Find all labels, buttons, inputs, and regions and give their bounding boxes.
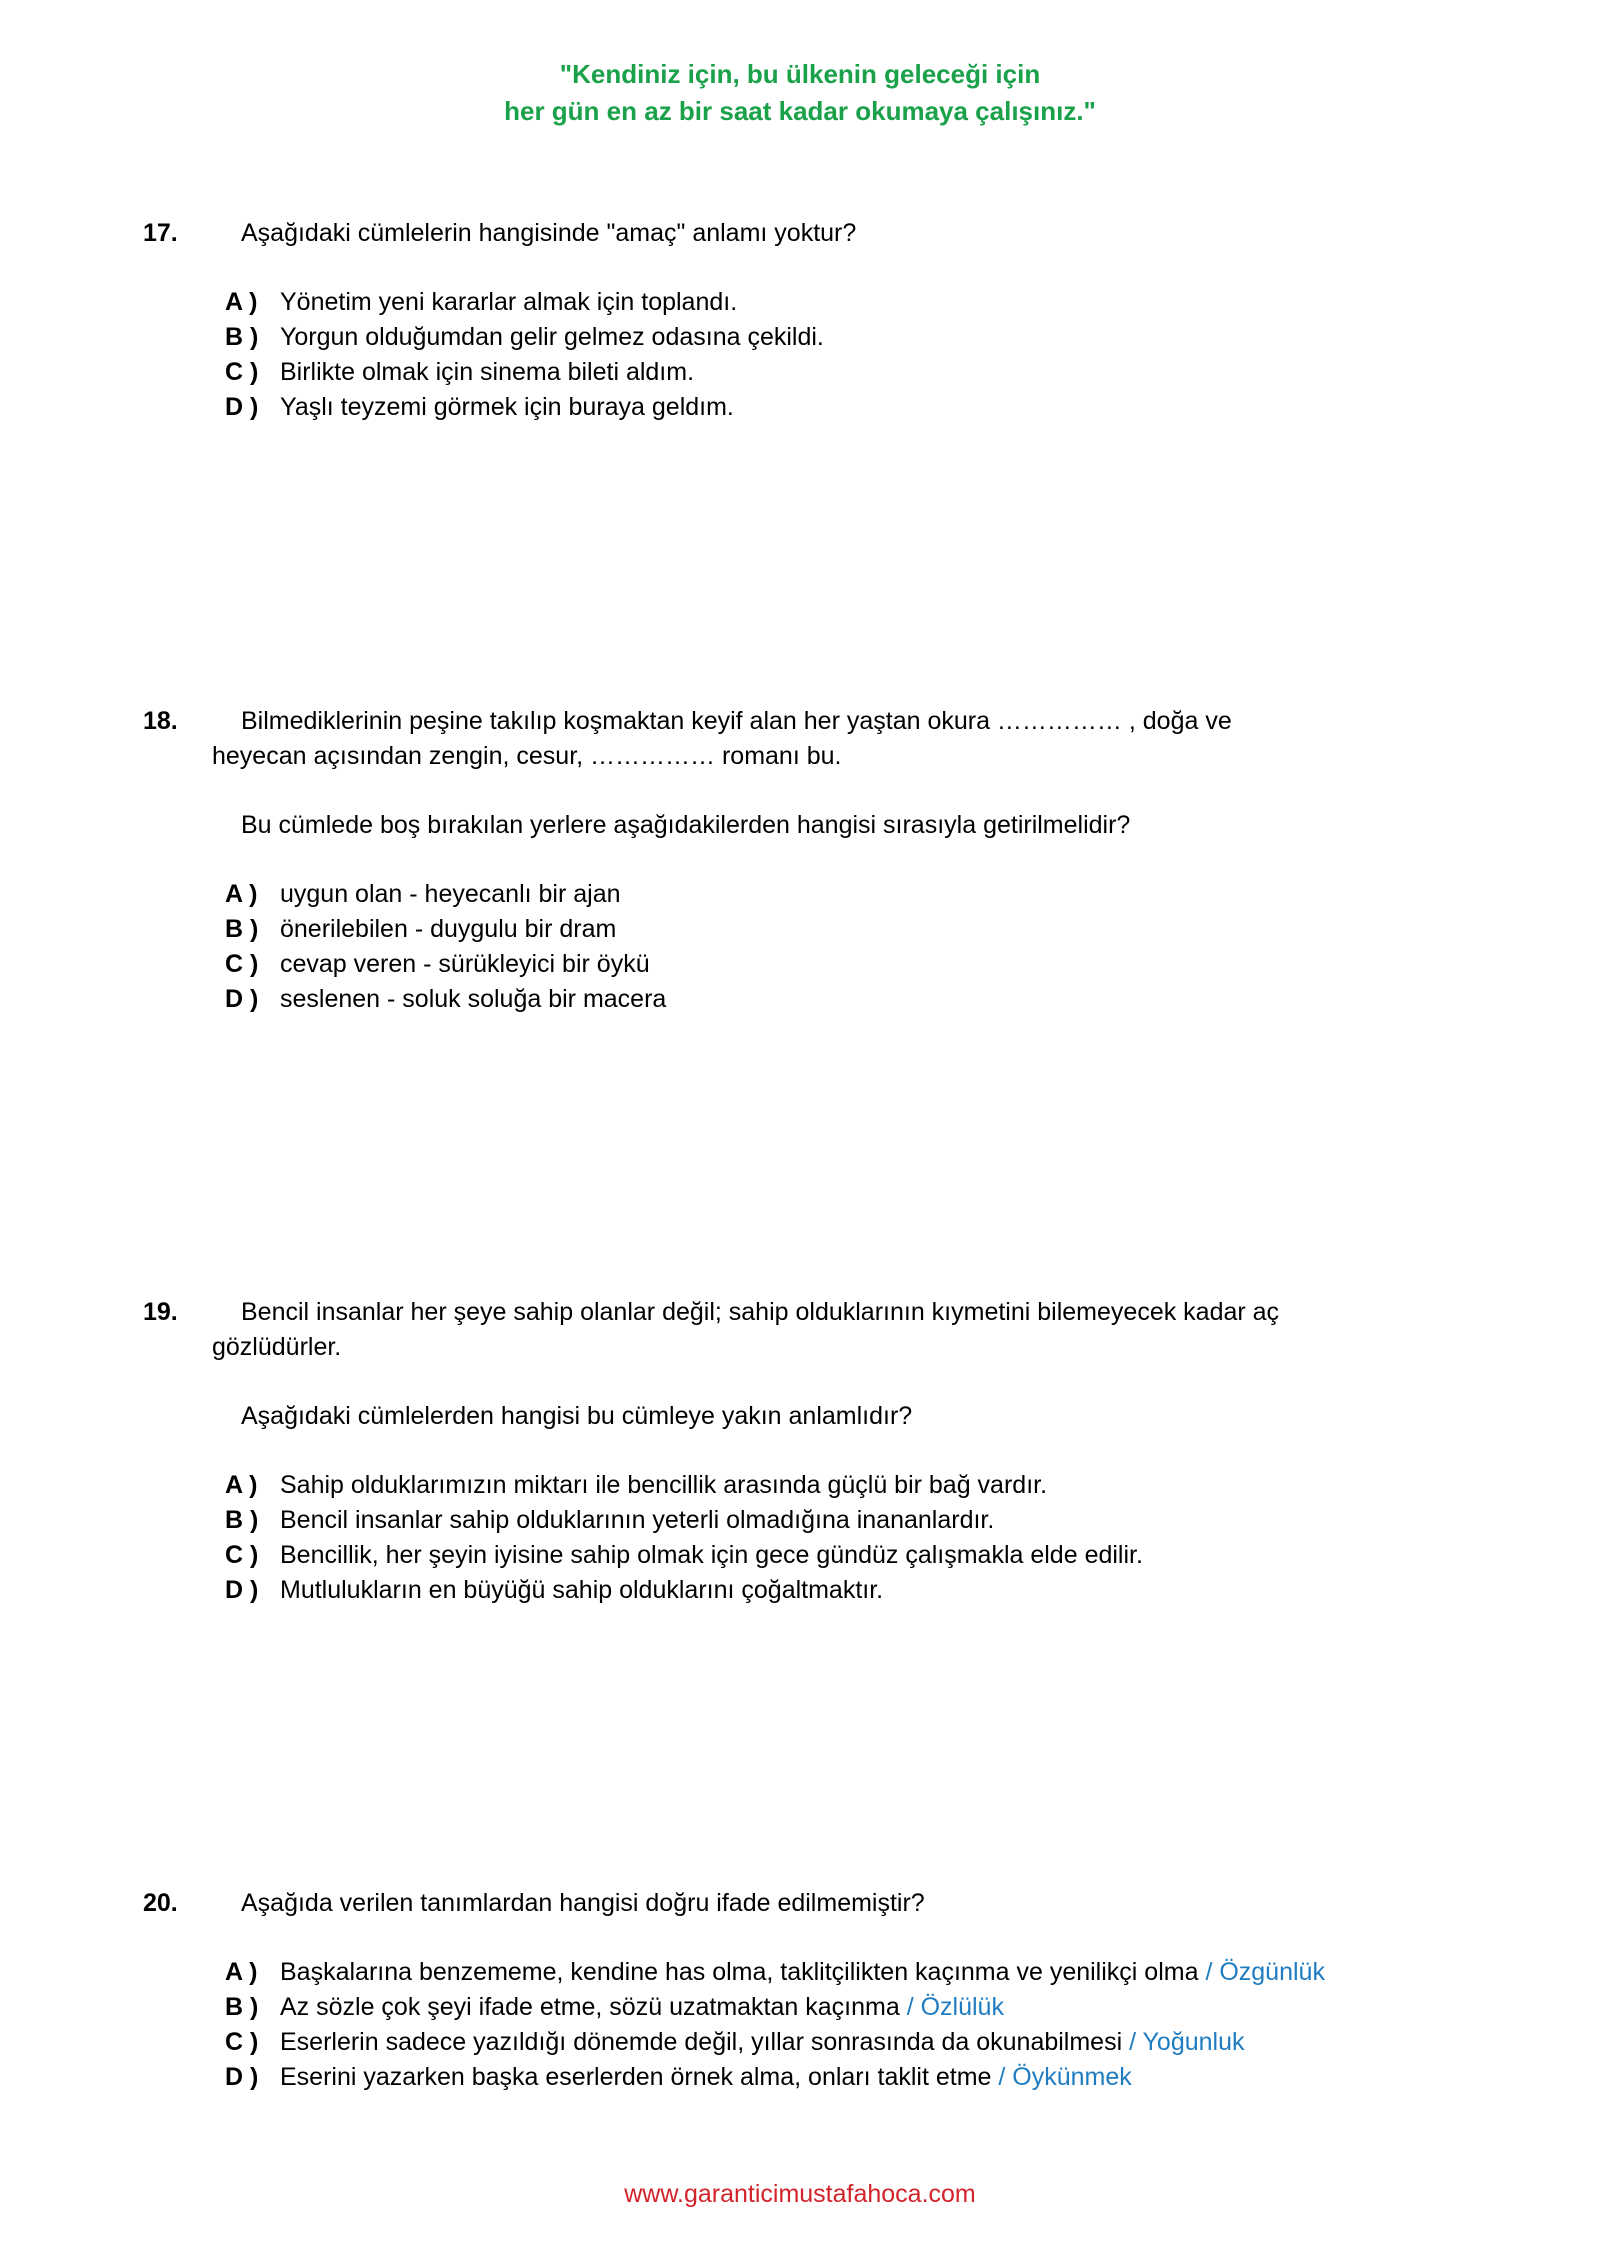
question-text-line-1: Bilmediklerinin peşine takılıp koşmaktan keyif alan her yaştan okura …………… , doğa ve xyxy=(241,707,1232,735)
option-text: seslenen - soluk soluğa bir macera xyxy=(280,985,667,1013)
option-text xyxy=(280,1990,1004,2025)
option-letter: A ) xyxy=(225,1471,258,1499)
option-definition: Az sözle çok şeyi ifade etme, sözü uzatmaktan kaçınma xyxy=(280,1993,900,2021)
option-letter: B ) xyxy=(225,1506,259,1534)
option-d[interactable] xyxy=(0,1573,1600,1608)
option-text: Yönetim yeni kararlar almak için toplandı. xyxy=(280,288,738,316)
option-letter: D ) xyxy=(225,2063,259,2091)
option-d[interactable] xyxy=(0,2060,1600,2095)
motto-line-2: her gün en az bir saat kadar okumaya çalışınız." xyxy=(504,96,1096,126)
option-text: Yorgun olduğumdan gelir gelmez odasına çekildi. xyxy=(280,323,824,351)
option-letter: A ) xyxy=(225,288,258,316)
option-a[interactable] xyxy=(0,1468,1600,1503)
option-definition: Eserini yazarken başka eserlerden örnek alma, onları taklit etme xyxy=(280,2063,992,2091)
option-b[interactable] xyxy=(0,1990,1600,2025)
option-definition: Eserlerin sadece yazıldığı dönemde değil, yıllar sonrasında da okunabilmesi xyxy=(280,2028,1123,2056)
option-text: Mutlulukların en büyüğü sahip olduklarını çoğaltmaktır. xyxy=(280,1576,884,1604)
option-text xyxy=(280,1955,1325,1990)
option-c[interactable] xyxy=(0,947,1600,982)
question-number: 18. xyxy=(143,707,178,735)
question-number: 17. xyxy=(143,219,178,247)
option-letter: B ) xyxy=(225,915,259,943)
motto-line-1: "Kendiniz için, bu ülkenin geleceği için xyxy=(559,59,1041,89)
question-17 xyxy=(0,216,1600,425)
option-d[interactable] xyxy=(0,982,1600,1017)
option-text xyxy=(280,2060,1132,2095)
option-a[interactable] xyxy=(0,285,1600,320)
question-text: Aşağıda verilen tanımlardan hangisi doğru ifade edilmemiştir? xyxy=(241,1889,925,1917)
option-b[interactable] xyxy=(0,320,1600,355)
question-18 xyxy=(0,704,1600,1017)
question-prompt: Bu cümlede boş bırakılan yerlere aşağıdakilerden hangisi sırasıyla getirilmelidir? xyxy=(241,811,1131,839)
question-number: 19. xyxy=(143,1298,178,1326)
option-d[interactable] xyxy=(0,390,1600,425)
motto-header xyxy=(0,56,1600,130)
option-letter: C ) xyxy=(225,2028,259,2056)
option-a[interactable] xyxy=(0,877,1600,912)
question-number: 20. xyxy=(143,1889,178,1917)
option-definition: Başkalarına benzememe, kendine has olma, taklitçilikten kaçınma ve yenilikçi olma xyxy=(280,1958,1199,1986)
option-text: önerilebilen - duygulu bir dram xyxy=(280,915,617,943)
question-text-line-2: gözlüdürler. xyxy=(212,1333,342,1361)
question-20 xyxy=(0,1886,1600,2095)
option-letter: B ) xyxy=(225,1993,259,2021)
option-a[interactable] xyxy=(0,1955,1600,1990)
option-term: / Öykünmek xyxy=(998,2063,1132,2091)
option-b[interactable] xyxy=(0,912,1600,947)
option-b[interactable] xyxy=(0,1503,1600,1538)
option-term: / Özlülük xyxy=(906,1993,1004,2021)
option-text: cevap veren - sürükleyici bir öykü xyxy=(280,950,650,978)
question-text-line-1: Bencil insanlar her şeye sahip olanlar değil; sahip olduklarının kıymetini bilemeyecek kadar aç xyxy=(241,1298,1280,1326)
option-text: Birlikte olmak için sinema bileti aldım. xyxy=(280,358,695,386)
option-letter: C ) xyxy=(225,1541,259,1569)
question-text-line-2: heyecan açısından zengin, cesur, …………… romanı bu. xyxy=(212,742,842,770)
option-letter: C ) xyxy=(225,358,259,386)
option-letter: A ) xyxy=(225,1958,258,1986)
option-letter: C ) xyxy=(225,950,259,978)
option-text: Bencil insanlar sahip olduklarının yeterli olmadığına inananlardır. xyxy=(280,1506,995,1534)
option-text: uygun olan - heyecanlı bir ajan xyxy=(280,880,621,908)
option-letter: D ) xyxy=(225,1576,259,1604)
option-term: / Yoğunluk xyxy=(1129,2028,1245,2056)
option-text: Bencillik, her şeyin iyisine sahip olmak için gece gündüz çalışmakla elde edilir. xyxy=(280,1541,1143,1569)
option-c[interactable] xyxy=(0,355,1600,390)
option-letter: B ) xyxy=(225,323,259,351)
option-text: Yaşlı teyzemi görmek için buraya geldım. xyxy=(280,393,734,421)
question-text: Aşağıdaki cümlelerin hangisinde "amaç" anlamı yoktur? xyxy=(241,219,857,247)
option-letter: A ) xyxy=(225,880,258,908)
option-text xyxy=(280,2025,1245,2060)
question-19 xyxy=(0,1295,1600,1608)
option-c[interactable] xyxy=(0,1538,1600,1573)
option-term: / Özgünlük xyxy=(1205,1958,1325,1986)
website-footer-link[interactable]: www.garanticimustafahoca.com xyxy=(624,2180,976,2208)
question-prompt: Aşağıdaki cümlelerden hangisi bu cümleye yakın anlamlıdır? xyxy=(241,1402,913,1430)
option-letter: D ) xyxy=(225,985,259,1013)
option-letter: D ) xyxy=(225,393,259,421)
option-text: Sahip olduklarımızın miktarı ile bencillik arasında güçlü bir bağ vardır. xyxy=(280,1471,1048,1499)
option-c[interactable] xyxy=(0,2025,1600,2060)
